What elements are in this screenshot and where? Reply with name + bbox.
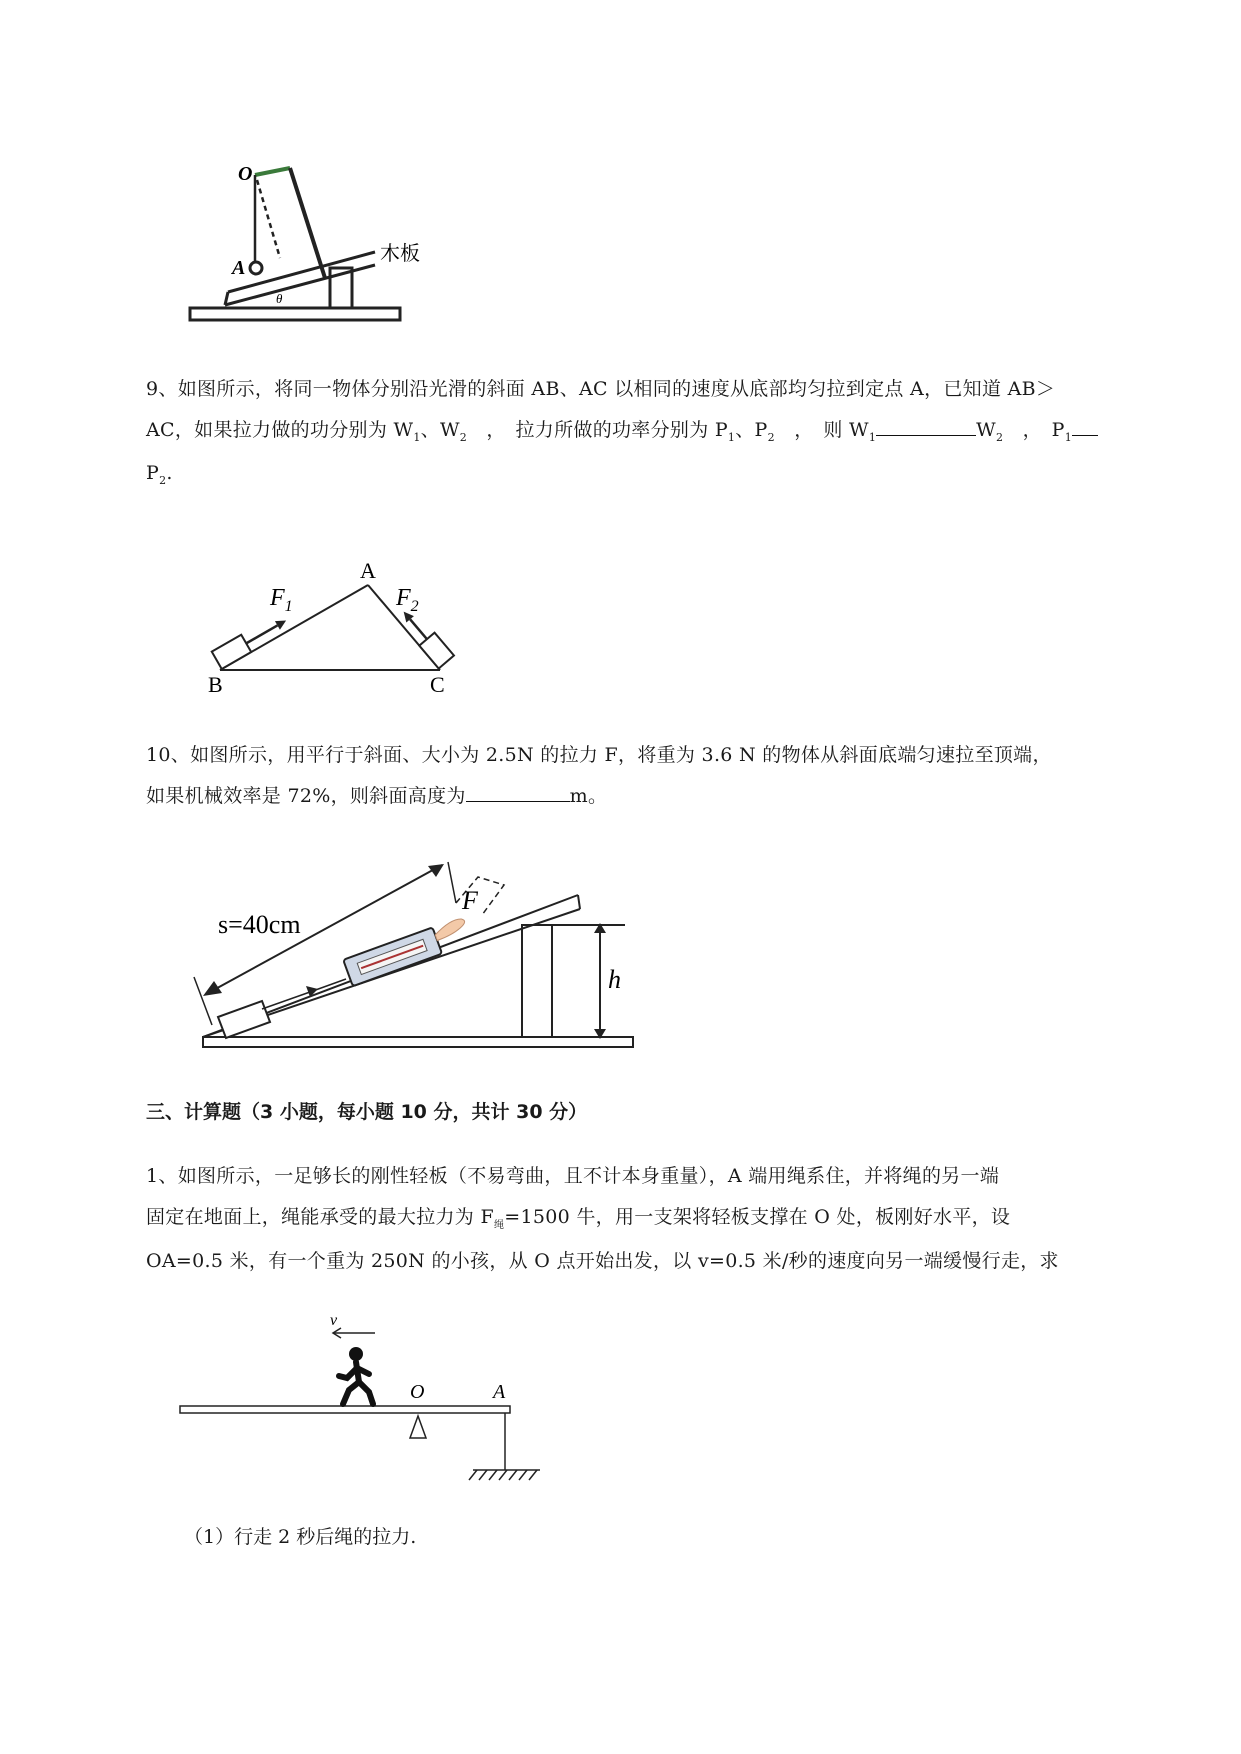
question-9 [146,369,1156,496]
label-o: O [410,1381,425,1403]
label-board: 木板 [380,243,420,265]
label-b: B [208,672,223,697]
triangle-incline-figure [200,560,460,700]
label-a: A [493,1381,506,1403]
lever-child-figure [175,1310,555,1490]
label-a: A [360,560,376,583]
answer-blank-p[interactable] [1072,413,1098,436]
label-o: O [238,163,253,185]
section-title: 三、计算题（3 小题，每小题 10 分，共计 30 分） [146,1101,588,1123]
label-a: A [232,257,246,279]
q10-line-2: 如果机械效率是 72%，则斜面高度为 m。 [146,776,1156,817]
q9-line-2: AC，如果拉力做的功分别为 $W_1$、$W_2$ ， 拉力所做的功率分别为 $P_1$、$P_2$ ， 则 $W_1$ $W_2$ ， $P_1$ [146,410,1156,453]
part-1: （1）行走 2 秒后绳的拉力. [184,1526,417,1548]
label-f2: $F_2$ [396,585,419,615]
answer-blank-height[interactable] [466,779,570,802]
q9-line-1: 9、如图所示，将同一物体分别沿光滑的斜面 AB、AC 以相同的速度从底部均匀拉到定点 A，已知道 AB＞ [146,378,1056,400]
calc1-line-3: OA=0.5 米，有一个重为 250N 的小孩，从 O 点开始出发，以 v=0.5 米/秒的速度向另一端缓慢行走，求 [146,1250,1059,1272]
calc1-line-1: 1、如图所示，一足够长的刚性轻板（不易弯曲，且不计本身重量），A 端用绳系住，并将绳的另一端 [146,1165,1000,1187]
label-s: s=40cm [218,910,301,939]
label-f1: $F_1$ [270,585,293,615]
label-v: v [330,1312,338,1329]
pendulum-board-figure [180,150,440,330]
q10-line-1: 10、如图所示，用平行于斜面、大小为 2.5N 的拉力 F，将重为 3.6 N 的物体从斜面底端匀速拉至顶端， [146,744,1052,766]
label-theta: θ [276,291,283,306]
calc-question-1 [146,1156,1156,1282]
answer-blank-w[interactable] [876,413,976,436]
q9-line-3: $P_2$. [146,462,173,487]
incline-spring-scale-figure [170,855,650,1055]
label-f: F [462,886,478,915]
label-h: h [608,965,621,994]
calc1-line-2: 固定在地面上，绳能承受的最大拉力为 $F_绳=1500$ 牛，用一支架将轻板支撑在 O 处，板刚好水平，设 [146,1206,1011,1231]
label-c: C [430,672,445,697]
question-10 [146,735,1156,817]
